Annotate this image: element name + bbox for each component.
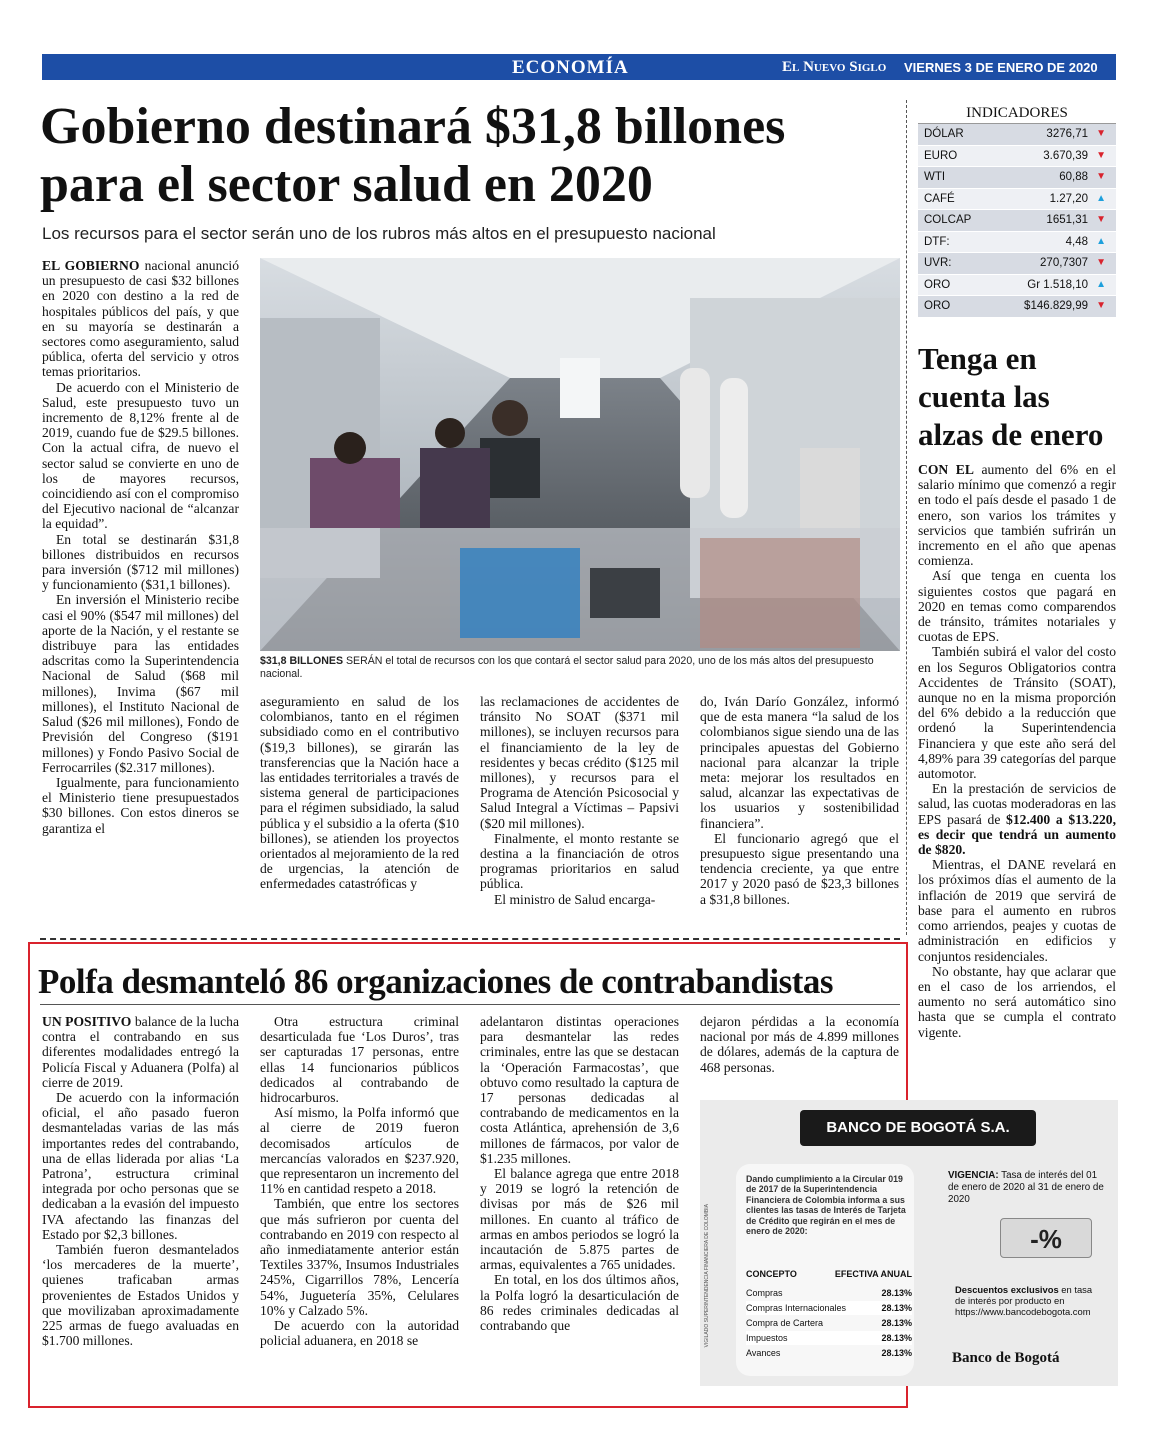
bank-advertisement	[700, 1100, 1118, 1386]
sidebar-divider	[906, 100, 907, 935]
main-article-column-3	[480, 694, 679, 907]
side-article-body	[918, 462, 1116, 1040]
article-paragraph: Así que tenga en cuenta los siguientes costos que pagará en 2020 en temas como comparendos de tránsito, trámites notariales y cuotas de EPS.	[918, 568, 1116, 645]
main-article-column-2	[260, 694, 459, 892]
rates-header: CONCEPTO EFECTIVA ANUAL	[746, 1269, 912, 1279]
page-number: 3B	[1134, 56, 1158, 77]
article-paragraph: Igualmente, para funcionamiento el Ministerio tiene presupuestados $30 billones. Con estos dineros se garantiza el	[42, 774, 239, 836]
article-paragraph: Así mismo, la Polfa informó que al cierre de 2019 fueron decomisados artículos de mercancías valorados en $237.920, que representaron un incremento del 11% en cantidad respeto a 2018.	[260, 1105, 459, 1197]
article-paragraph: En total, en los dos últimos años, la Polfa logró la desarticulación de 86 redes criminales dedicadas al contrabando que	[480, 1272, 679, 1334]
rate-row: Compras Internacionales 28.13%	[746, 1303, 912, 1313]
article-paragraph: De acuerdo con la autoridad policial aduanera, en 2018 se	[260, 1318, 459, 1349]
article-paragraph: do, Iván Darío González, informó que de esta manera “la salud de los colombianos sigue siendo una de las principales apuestas del Gobierno nacional para alcanzar la triple meta: mejorar los resultados en salud, alcanzar las expectativas de los usuarios y sostenibilidad financiera”.	[700, 694, 899, 831]
article-paragraph: El ministro de Salud encarga-	[494, 891, 656, 907]
rates-intro: Dando cumplimiento a la Circular 019 de 2017 de la Superintendencia Financiera de Colombia informa a sus clientes las tasas de Interés de Tarjeta de Crédito que regirán en el mes de enero de 2020:	[746, 1174, 906, 1237]
rate-row: Impuestos 28.13%	[746, 1333, 912, 1343]
newspaper-brand: El Nuevo Siglo	[782, 59, 887, 75]
section-header-bar	[42, 54, 1158, 80]
article-paragraph: En inversión el Ministerio recibe casi el 90% ($547 mil millones) del aporte de la Nación, y el restante se distribuye para las entidades adscritas como la Superintendencia Nacional de Salud ($68 mil millones), Invima ($67 mil millones), el Instituto Nacional de Salud ($26 mil millones), Fondo de Previsión del Congreso ($191 millones) y Fondo Pasivo Social de Ferrocarriles ($2.317 millones).	[42, 592, 239, 775]
arrow-down-icon: ▼	[1096, 257, 1106, 268]
rates-card	[736, 1164, 914, 1376]
article-paragraph: adelantaron distintas operaciones para desmantelar las redes criminales, entre las que se destacan la ‘Operación Farmacostas’, que obtuvo como resultado la captura de 17 personas dedicadas al contrabando de medicamentos en la costa Atlántica, aprehensión de 3,6 millones de fármacos, por valor de $1.235 millones.	[480, 1014, 679, 1166]
polfa-headline: Polfa desmanteló 86 organizaciones de contrabandistas	[38, 962, 834, 1001]
indicator-row: EURO 3.670,39 ▼	[918, 146, 1116, 168]
article-paragraph: También fueron desmantelados ‘los mercaderes de la muerte’, quienes traficaban armas provenientes de Estados Unidos y que movilizaban aproximadamente 225 armas de fuego avaluadas en $1.700 millones.	[42, 1242, 239, 1349]
bank-logo: Banco de Bogotá	[952, 1350, 1060, 1366]
lead-word: CON EL	[918, 462, 974, 477]
article-paragraph: No obstante, hay que aclarar que en el caso de los arriendos, el aumento no será automático sino hasta que se cumpla el contrato vigente.	[918, 963, 1116, 1040]
issue-date: VIERNES 3 DE ENERO DE 2020	[904, 60, 1098, 75]
main-headline: Gobierno destinará $31,8 billones para el sector salud en 2020	[40, 98, 786, 213]
indicator-row: UVR: 270,7307 ▼	[918, 253, 1116, 275]
bank-banner: BANCO DE BOGOTÁ S.A.	[800, 1110, 1036, 1146]
arrow-down-icon: ▼	[1096, 300, 1106, 311]
photo-caption: $31,8 BILLONES SERÁN el total de recursos con los que contará el sector salud para 2020, uno de los más altos del presupuesto nacional.	[260, 655, 874, 680]
caption-lead: $31,8 BILLONES	[260, 655, 344, 667]
headline-rule	[40, 1004, 900, 1005]
article-paragraph: En la prestación de servicios de salud, las cuotas moderadoras en las EPS pasará de $12.400 a $13.220, es decir que tendrá un aumento de $820.	[918, 781, 1116, 858]
indicator-row: DÓLAR 3276,71 ▼	[918, 124, 1116, 146]
indicator-row: CAFÉ 1.27,20 ▲	[918, 189, 1116, 211]
lead-word: EL GOBIERNO	[42, 258, 140, 273]
article-paragraph: Otra estructura criminal desarticulada fue ‘Los Duros’, tras ser capturadas 17 personas, entre ellas 14 funcionarios públicos dedicados al contrabando de hidrocarburos.	[260, 1014, 459, 1106]
article-paragraph: UN POSITIVO balance de la lucha contra el contrabando en sus diferentes modalidades entregó la Policía Fiscal y Aduanera (Polfa) al cierre de 2019.	[42, 1014, 239, 1090]
article-paragraph: Mientras, el DANE revelará en los próximos días el aumento de la inflación de 2019 que servirá de base para el aumento en rubros como arriendos, peajes y cuotas de administración en edificios y conjuntos residenciales.	[918, 857, 1116, 964]
indicators-title: INDICADORES	[918, 102, 1116, 124]
main-article-column-1	[42, 258, 239, 836]
discount-note: Descuentos exclusivos en tasa de interés por producto en https://www.bancodebogota.com	[955, 1284, 1093, 1317]
indicator-row: COLCAP 1651,31 ▼	[918, 210, 1116, 232]
indicator-row: ORO $146.829,99 ▼	[918, 296, 1116, 318]
indicator-row: ORO Gr 1.518,10 ▲	[918, 275, 1116, 297]
article-paragraph: dejaron pérdidas a la economía nacional por más de 4.899 millones de dólares, además de la captura de 468 personas.	[700, 1014, 899, 1075]
arrow-up-icon: ▲	[1096, 235, 1106, 247]
article-paragraph: En total se destinarán $31,8 billones distribuidos en recursos para inversión ($712 mil millones) y funcionamiento ($31,1 billones).	[42, 531, 239, 593]
polfa-column-4	[700, 1014, 899, 1075]
article-paragraph: De acuerdo con la información oficial, el año pasado fueron desmanteladas varias de las más importantes redes del contrabando, una de ellas liderada por alias ‘La Patrona’, estructura criminal integrada por ocho personas que se dedicaban a la evasión del impuesto IVA afectando las finanzas del Estado por $2,3 billones.	[42, 1090, 239, 1242]
article-paragraph: También, que entre los sectores que más sufrieron por cuenta del contrabando en 2019 con respecto al año inmediatamente anterior están Textiles 337%, Insumos Industriales 245%, Cigarrillos 78%, Lencería 54%, Juguetería 35%, Celulares 10% y Calzado 5%.	[260, 1196, 459, 1318]
side-article-headline: Tenga en cuenta las alzas de enero	[918, 341, 1104, 452]
section-divider	[40, 938, 900, 940]
rate-row: Avances 28.13%	[746, 1348, 912, 1358]
article-paragraph: El balance agrega que entre 2018 y 2019 se logró la retención de divisas por más de $26 mil millones. En cuanto al tráfico de armas en ambos periodos se logró la incautación de 5.875 partes de armas, equivalentes a 765 unidades.	[480, 1166, 679, 1273]
article-paragraph: El funcionario agregó que el presupuesto sigue presentando una tendencia creciente, ya que entre 2017 y 2020 pasó de $23,3 billones a $31,8 billones.	[700, 830, 899, 907]
lead-word: UN POSITIVO	[42, 1014, 132, 1029]
arrow-down-icon: ▼	[1096, 171, 1106, 182]
rate-row: Compra de Cartera 28.13%	[746, 1318, 912, 1328]
section-name: ECONOMÍA	[512, 57, 629, 78]
arrow-down-icon: ▼	[1096, 214, 1106, 225]
arrow-up-icon: ▲	[1096, 278, 1106, 290]
vigilado-label: VIGILADO SUPERINTENDENCIA FINANCIERA DE COLOMBIA	[704, 1204, 710, 1348]
article-paragraph: También subirá el valor del costo en los Seguros Obligatorios contra Accidentes de Tránsito (SOAT), aunque no en la misma proporción del 6% debido a la reducción que ordenó la Superintendencia Financiera y que este año será del 4,89% para 39 categorías del parque automotor.	[918, 644, 1116, 782]
indicators-table	[918, 102, 1116, 322]
polfa-column-1	[42, 1014, 239, 1348]
indicator-row: WTI 60,88 ▼	[918, 167, 1116, 189]
highlighted-figure: $12.400 a $13.220, es decir que tendrá un aumento de $820.	[918, 811, 1116, 858]
hospital-photo-illustration	[260, 258, 900, 651]
vigencia-note: VIGENCIA: Tasa de interés del 01 de enero de 2020 al 31 de enero de 2020	[948, 1170, 1104, 1205]
article-paragraph: EL GOBIERNO nacional anunció un presupuesto de casi $32 billones en 2020 con destino a la red de hospitales públicos del país, y que en su mayoría se destinarán a sectores como aseguramiento, salud pública, oferta del servicio y otros temas prioritarios.	[42, 258, 240, 380]
polfa-column-3	[480, 1014, 679, 1333]
main-subhead: Los recursos para el sector serán uno de los rubros más altos en el presupuesto nacional	[42, 224, 716, 243]
polfa-column-2	[260, 1014, 459, 1348]
article-paragraph: CON EL aumento del 6% en el salario mínimo que comenzó a regir en todo el país desde el pasado 1 de enero, son varios los trámites y servicios que también sufrirán un incremento en el año que apenas comienza.	[918, 462, 1116, 569]
article-paragraph: Finalmente, el monto restante se destina a la financiación de otros programas prioritarios en salud pública.	[480, 830, 679, 892]
indicator-row: DTF: 4,48 ▲	[918, 232, 1116, 254]
arrow-down-icon: ▼	[1096, 128, 1106, 139]
article-paragraph: aseguramiento en salud de los colombianos, tanto en el régimen subsidiado como en el contributivo ($19,3 billones), se girarán las transferencias que la Nación hace a las entidades territoriales a través de sistema general de participaciones para el régimen subsidiado, la salud pública y el subsidio a la oferta ($10 billones), se atienden los proyectos orientados al mejoramiento de la red de urgencias, la atención de enfermedades catastróficas y	[260, 694, 459, 892]
hospital-photo	[260, 258, 900, 651]
discount-tag-icon: -%	[1000, 1218, 1092, 1258]
article-paragraph: De acuerdo con el Ministerio de Salud, este presupuesto tuvo un incremento de 8,12% frente al de 2019, cuando fue de $29.5 billones. Con la actual cifra, de nuevo el sector salud se convierte en uno de los de mayores recursos, coincidiendo así con el compromiso del Ejecutivo nacional de “alcanzar la equidad”.	[42, 379, 239, 532]
article-paragraph: las reclamaciones de accidentes de tránsito No SOAT ($371 mil millones), se incluyen recursos para el financiamiento de la ley de residentes y becas crédito ($125 mil millones), y recursos para el Programa de Atención Psicosocial y Salud Integral a Víctimas – Papsivi ($20 mil millones).	[480, 694, 679, 831]
main-article-column-4	[700, 694, 899, 907]
arrow-up-icon: ▲	[1096, 192, 1106, 204]
arrow-down-icon: ▼	[1096, 149, 1106, 161]
rate-row: Compras 28.13%	[746, 1288, 912, 1298]
